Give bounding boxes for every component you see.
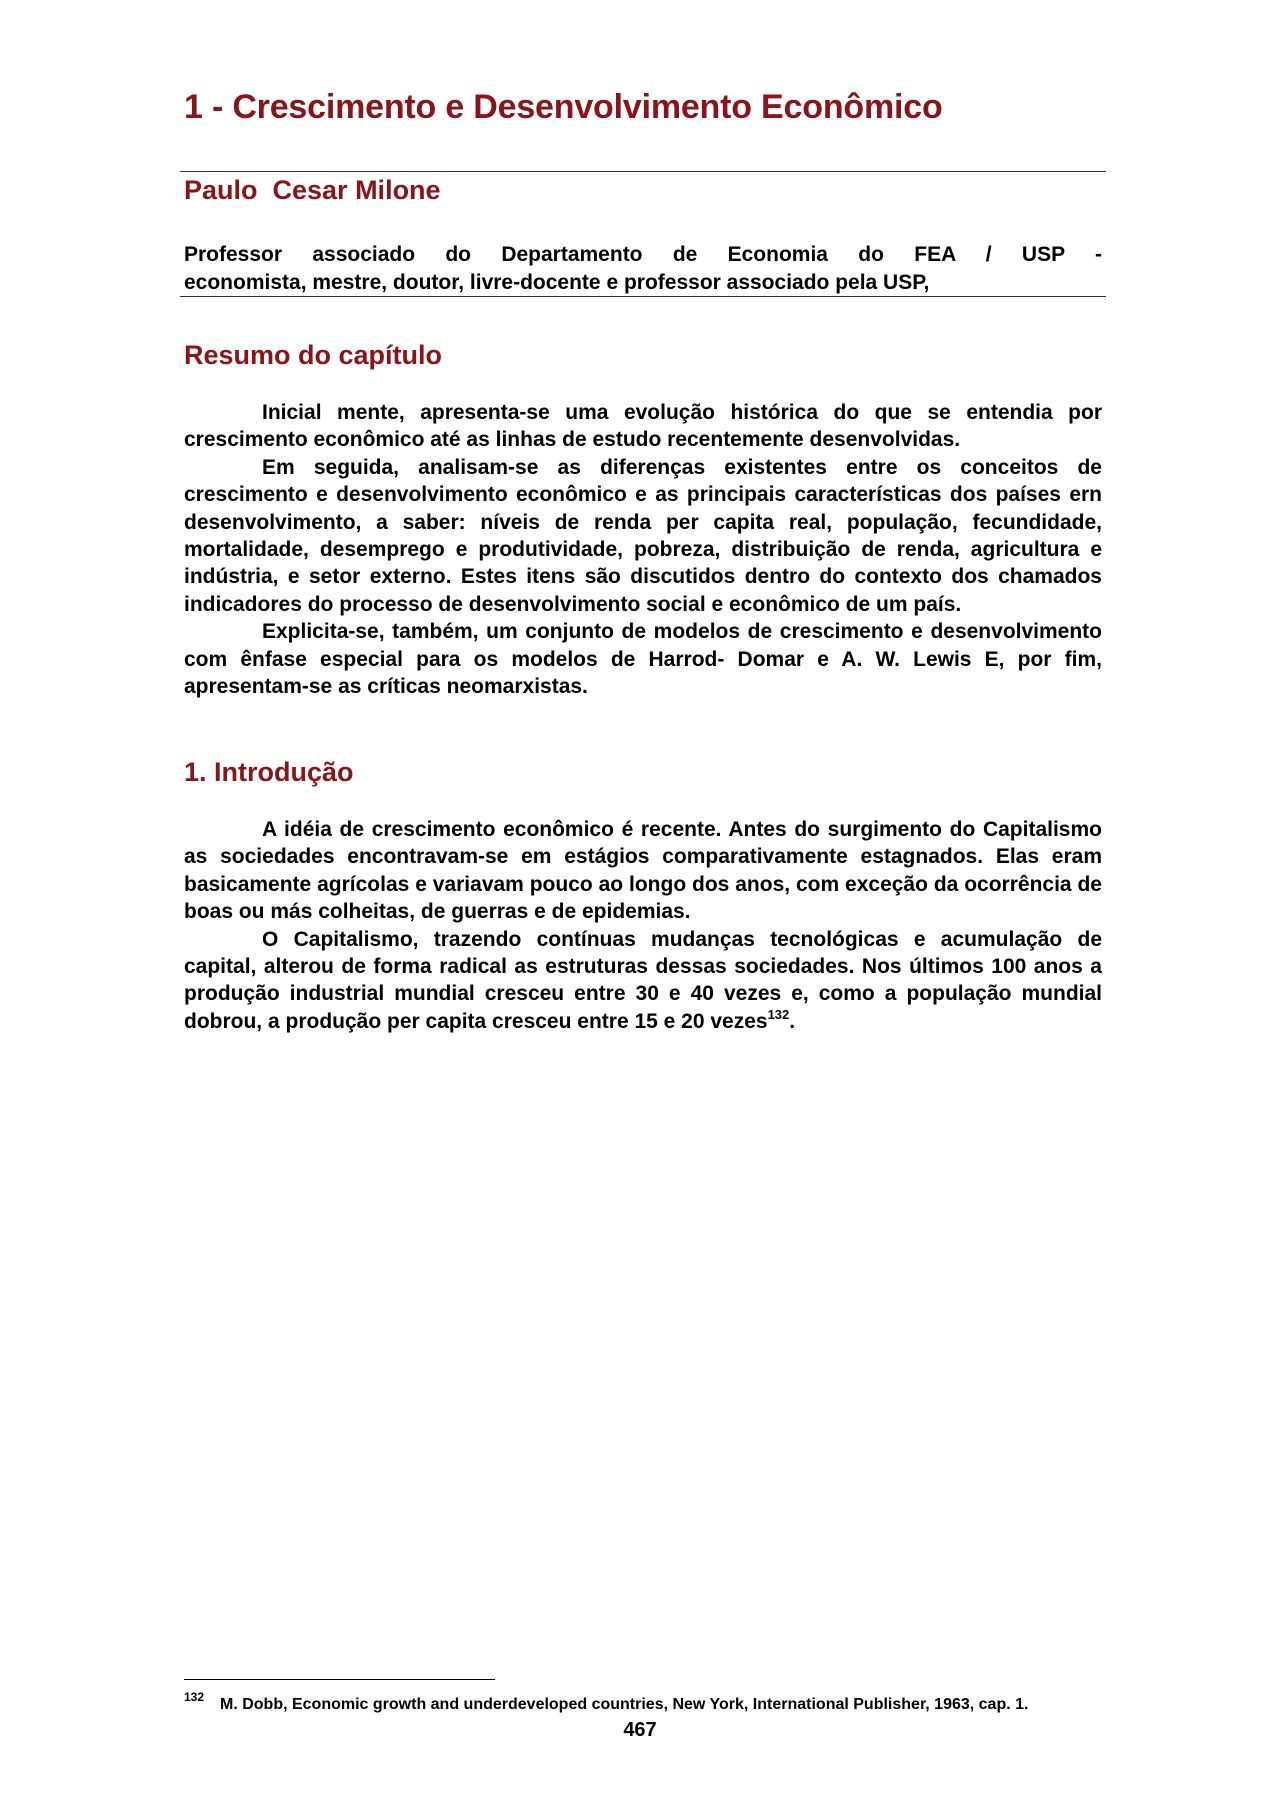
author-bio-line-1: Professor associado do Departamento de Economia do FEA / USP -: [184, 243, 1102, 266]
author-bio-line-2: economista, mestre, doutor, livre-docente e professor associado pela USP,: [184, 271, 930, 294]
author-bio: [184, 241, 1102, 297]
footnote: [184, 1690, 1102, 1714]
resumo-paragraph-3: Explicita-se, também, um conjunto de modelos de crescimento e desenvolvimento com ênfase especial para os modelos de Harrod- Domar e A. W. Lewis E, por fim, apresentam-se as críticas neomarxistas.: [184, 620, 1102, 699]
introducao-paragraph-2-end: .: [789, 1009, 796, 1033]
introducao-paragraph-2: [184, 926, 1102, 1036]
introducao-paragraph-1: A idéia de crescimento econômico é recente. Antes do surgimento do Capitalismo as sociedades encontravam-se em estágios comparativamente estagnados. Elas eram basicamente agrícolas e variavam pouco ao longo dos anos, com exceção da ocorrência de boas ou más colheitas, de guerras e de epidemias.: [184, 818, 1102, 924]
introducao-paragraph-2-text: O Capitalismo, trazendo contínuas mudanças tecnológicas e acumulação de capital, alterou de forma radical as estruturas dessas sociedades. Nos últimos 100 anos a produção industrial mundial cresceu entre 30 e 40 vezes e, como a população mundial dobrou, a produção per capita cresceu entre 15 e 20 vezes: [184, 927, 1102, 1033]
footnote-reference[interactable]: 132: [767, 1006, 790, 1022]
footnote-separator: [184, 1679, 495, 1680]
section-heading-introducao: 1. Introdução: [184, 757, 354, 787]
chapter-title: 1 - Crescimento e Desenvolvimento Econômico: [184, 88, 943, 126]
author-name: Paulo Cesar Milone: [184, 175, 441, 205]
footnote-text: M. Dobb, Economic growth and underdeveloped countries, New York, International Publisher, 1963, cap. 1.: [220, 1696, 1029, 1713]
introducao-body: [184, 816, 1102, 1035]
resumo-paragraph-2: Em seguida, analisam-se as diferenças existentes entre os conceitos de crescimento e desenvolvimento econômico e as principais características dos países ern desenvolvimento, a saber: níveis de renda per capita real, população, fecundidade, mortalidade, desemprego e produtividade, pobreza, distribuição de renda, agricultura e indústria, e setor externo. Estes itens são discutidos dentro do contexto dos chamados indicadores do processo de desenvolvimento social e econômico de um país.: [184, 455, 1102, 616]
footnote-number: 132: [184, 1690, 205, 1704]
resumo-body: [184, 399, 1102, 700]
author-rule-bottom: [180, 296, 1106, 297]
section-heading-resumo: Resumo do capítulo: [184, 340, 443, 370]
page-number: 467: [623, 1719, 657, 1741]
resumo-paragraph-1: Inicial mente, apresenta-se uma evolução histórica do que se entendia por crescimento econômico até as linhas de estudo recentemente desenvolvidas.: [184, 401, 1102, 452]
author-rule-top: [180, 171, 1106, 172]
